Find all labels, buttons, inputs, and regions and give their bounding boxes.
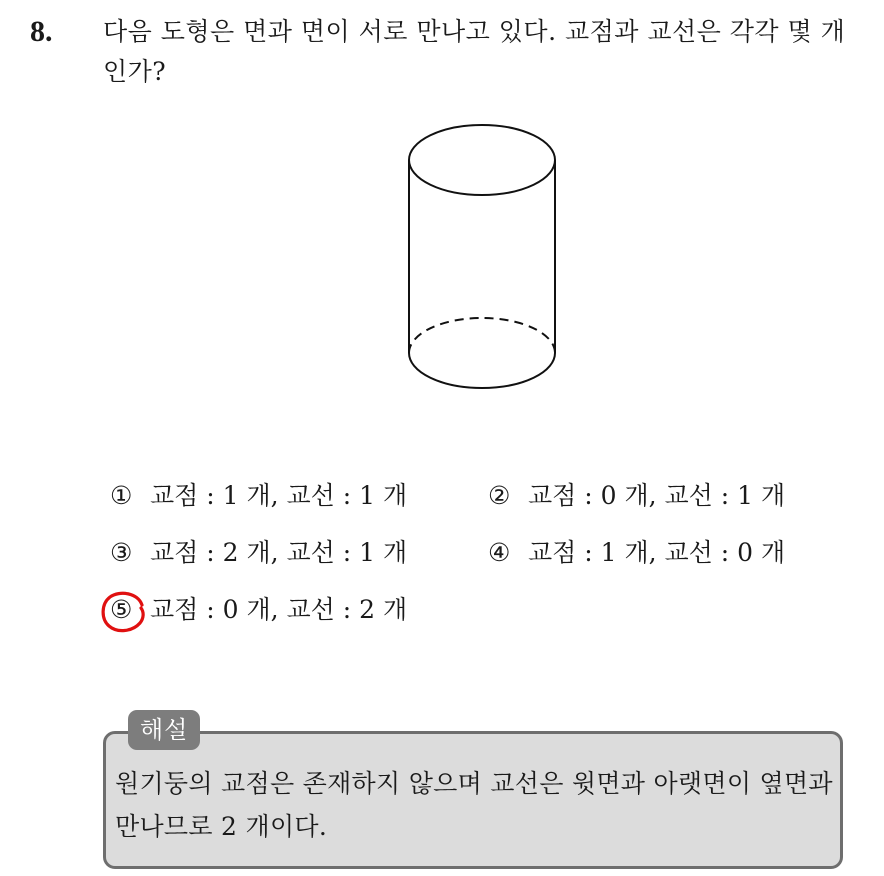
cylinder-bottom-front — [409, 353, 555, 388]
question-text: 다음 도형은 면과 면이 서로 만나고 있다. 교점과 교선은 각각 몇 개인가? — [103, 17, 846, 86]
choice-number: ① — [110, 481, 133, 510]
choice-2[interactable] — [488, 480, 785, 512]
choice-text: 교점 : 2 개, 교선 : 1 개 — [150, 538, 408, 567]
explanation-label: 해설 — [128, 710, 200, 750]
choice-number: ② — [488, 481, 511, 510]
cylinder-icon — [400, 120, 565, 400]
choice-number: ⑤ — [110, 595, 133, 624]
choice-4[interactable] — [488, 537, 785, 569]
cylinder-bottom-hidden — [409, 318, 555, 353]
choice-text: 교점 : 0 개, 교선 : 1 개 — [528, 481, 786, 510]
answer-circle-mark — [98, 585, 150, 637]
explanation-text: 원기둥의 교점은 존재하지 않으며 교선은 윗면과 아랫면이 옆면과 만나므로 2 개이다. — [115, 769, 833, 841]
question-number: 8. — [30, 15, 53, 48]
choice-number: ④ — [488, 538, 511, 567]
cylinder-top-face — [409, 125, 555, 195]
choice-1[interactable] — [110, 480, 407, 512]
choice-text: 교점 : 0 개, 교선 : 2 개 — [150, 595, 408, 624]
choice-number: ③ — [110, 538, 133, 567]
choice-5[interactable] — [110, 594, 407, 626]
choice-text: 교점 : 1 개, 교선 : 1 개 — [150, 481, 408, 510]
choice-3[interactable] — [110, 537, 407, 569]
choice-text: 교점 : 1 개, 교선 : 0 개 — [528, 538, 786, 567]
